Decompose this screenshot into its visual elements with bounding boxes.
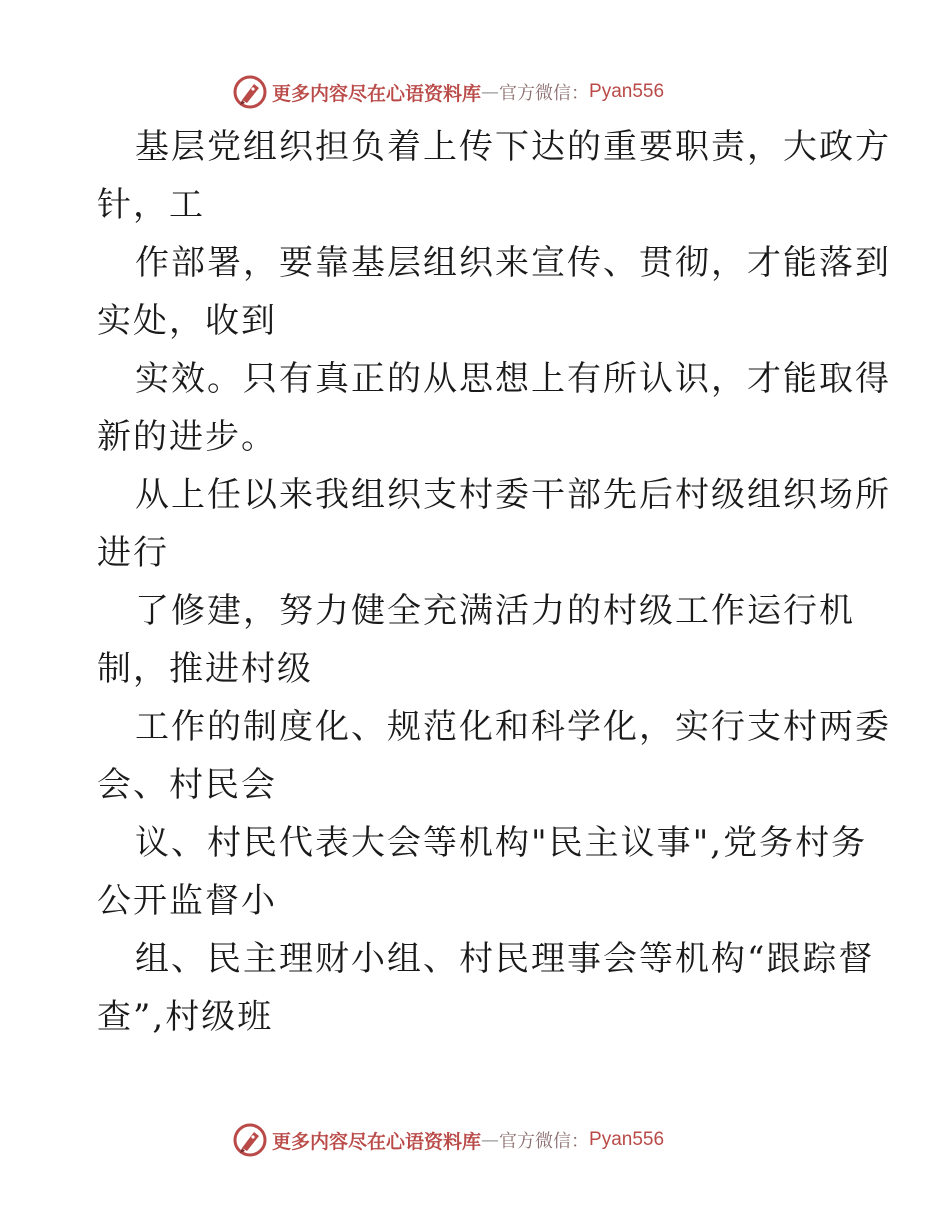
header-watermark xyxy=(232,72,664,112)
paragraph-line: 组、民主理财小组、村民理事会等机构“跟踪督 xyxy=(135,939,875,979)
paragraph-line: 了修建，努力健全充满活力的村级工作运行机 xyxy=(135,591,855,631)
paragraph-line: 议、村民代表大会等机构"民主议事",党务村务 xyxy=(135,823,868,863)
pen-nib-logo-icon xyxy=(232,1122,268,1158)
paragraph-line: 从上任以来我组织支村委干部先后村级组织场所 xyxy=(135,475,891,515)
paragraph-line: 实效。只有真正的从思想上有所认识，才能取得 xyxy=(135,359,891,399)
paragraph-line: 实处，收到 xyxy=(97,301,277,341)
watermark-wechat-id: Pyan556 xyxy=(589,1129,665,1150)
watermark-wechat-id: Pyan556 xyxy=(589,81,665,102)
paragraph-line: 公开监督小 xyxy=(97,881,277,921)
paragraph-line: 新的进步。 xyxy=(97,417,277,457)
paragraph-line: 基层党组织担负着上传下达的重要职责，大政方 xyxy=(135,127,891,167)
footer-watermark xyxy=(232,1120,664,1160)
paragraph-line: 作部署，要靠基层组织来宣传、贯彻，才能落到 xyxy=(135,243,891,283)
paragraph-line: 进行 xyxy=(97,533,169,573)
paragraph-line: 工作的制度化、规范化和科学化，实行支村两委 xyxy=(135,707,891,747)
pen-nib-logo-icon xyxy=(232,74,268,110)
watermark-dash: — xyxy=(481,1129,500,1151)
watermark-title: 更多内容尽在心语资料库 xyxy=(272,1130,482,1153)
paragraph-line: 制，推进村级 xyxy=(97,649,313,689)
watermark-wechat-label: 官方微信： xyxy=(499,1131,590,1152)
watermark-dash: — xyxy=(481,81,500,103)
paragraph-line: 针，工 xyxy=(97,185,205,225)
paragraph-line: 会、村民会 xyxy=(97,765,277,805)
watermark-wechat-label: 官方微信： xyxy=(499,83,590,104)
paragraph-line: 查”,村级班 xyxy=(97,997,274,1037)
watermark-title: 更多内容尽在心语资料库 xyxy=(272,82,482,105)
